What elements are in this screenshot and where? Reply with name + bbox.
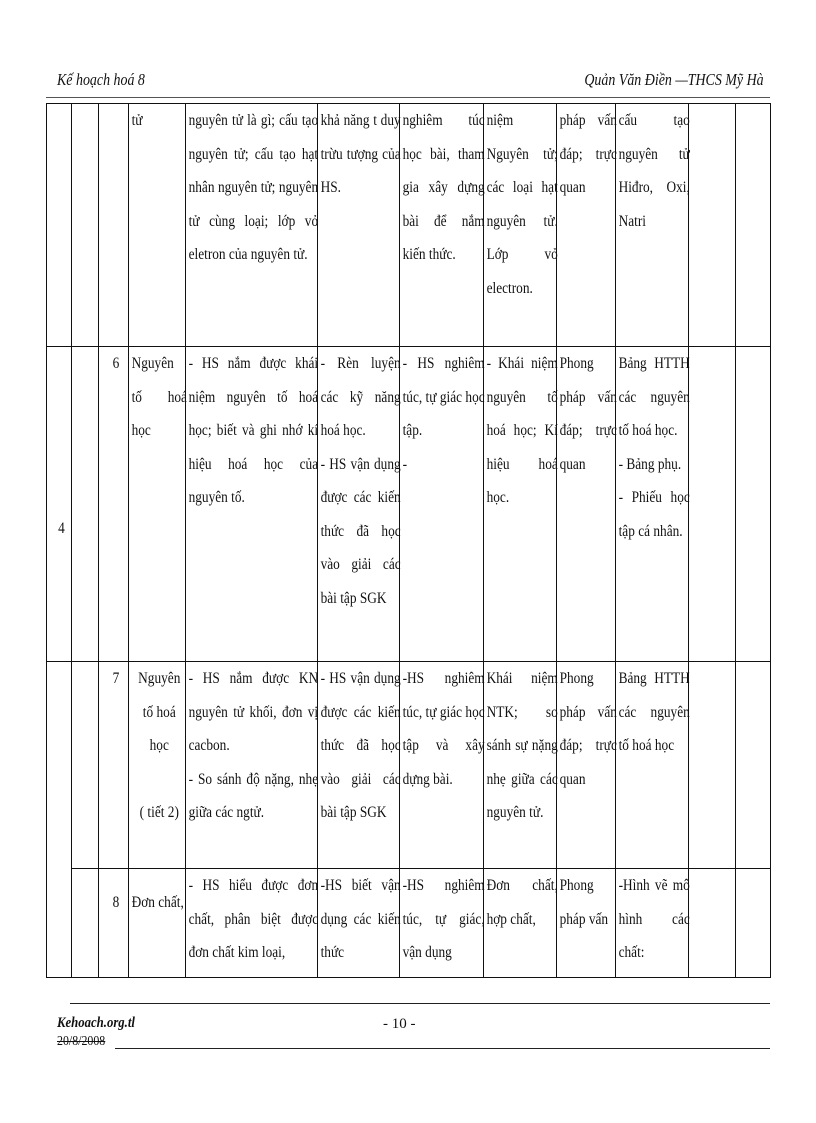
header-left-title: Kế hoạch hoá 8 <box>57 70 145 89</box>
lesson-number-cell <box>99 104 129 347</box>
lesson-plan-table <box>46 103 771 978</box>
extra-cell <box>736 347 771 662</box>
method-cell: Phong pháp vấn <box>557 869 616 978</box>
extra-cell <box>689 869 736 978</box>
materials-cell: Bảng HTTH các nguyên tố hoá học <box>616 662 689 869</box>
focus-cell: - Khái niệm nguyên tố hoá học; Kí hiệu hoá học. <box>484 347 557 662</box>
header-right-author: Quản Văn Điền —THCS Mỹ Hà <box>584 70 764 89</box>
extra-cell <box>736 869 771 978</box>
attitude-cell: nghiêm túc học bài, tham gia xây dựng bài để nắm kiến thức. <box>400 104 484 347</box>
page-number: - 10 - <box>383 1016 416 1032</box>
lesson-number-cell: 6 <box>99 347 129 662</box>
extra-cell <box>689 662 736 869</box>
table-row <box>47 869 771 978</box>
knowledge-cell: nguyên tử là gì; cấu tạo nguyên tử; cấu tạo hạt nhân nguyên tử; nguyên tử cùng loại; lớp vỏ eletron của nguyên tử. <box>186 104 318 347</box>
lesson-title-cell: Đơn chất, <box>129 869 186 978</box>
extra-cell <box>689 347 736 662</box>
footer-site: Kehoach.org.tl <box>57 1015 135 1031</box>
materials-cell: cấu tạo nguyên tử Hiđro, Oxi, Natri <box>616 104 689 347</box>
attitude-cell: -HS nghiêm túc, tự giác, vận dụng <box>400 869 484 978</box>
lesson-number-cell: 7 <box>99 662 129 869</box>
lesson-title-cell: Nguyên tố hoá học ( tiết 2) <box>129 662 186 869</box>
blank-cell <box>72 347 99 662</box>
focus-cell: Đơn chất, hợp chất, <box>484 869 557 978</box>
footer-divider <box>115 1048 770 1049</box>
week-cell <box>47 104 72 347</box>
blank-cell <box>72 869 99 978</box>
method-cell: Phong pháp vấn đáp; trực quan <box>557 347 616 662</box>
lesson-title-cell: tử <box>129 104 186 347</box>
method-cell: Phong pháp vấn đáp; trực quan <box>557 662 616 869</box>
extra-cell <box>736 662 771 869</box>
lesson-title-cell: Nguyên tố hoá học <box>129 347 186 662</box>
focus-cell: niệm Nguyên tử; các loại hạt nguyên tử. Lớp vỏ electron. <box>484 104 557 347</box>
table-row <box>47 347 771 662</box>
attitude-cell: -HS nghiêm túc, tự giác học tập và xây dựng bài. <box>400 662 484 869</box>
method-cell: pháp vấn đáp; trực quan <box>557 104 616 347</box>
knowledge-cell: - HS nắm được KN nguyên tử khối, đơn vị cacbon. - So sánh độ nặng, nhẹ giữa các ngtử. <box>186 662 318 869</box>
footer-date: 20/8/2008 <box>57 1034 106 1049</box>
week-cell: 4 <box>47 662 72 978</box>
table-row <box>47 104 771 347</box>
knowledge-cell: - HS hiểu được đơn chất, phân biệt được đơn chất kim loại, <box>186 869 318 978</box>
materials-cell: Bảng HTTH các nguyên tố hoá học. - Bảng phụ. - Phiếu học tập cá nhân. <box>616 347 689 662</box>
skills-cell: - HS vận dụng được các kiến thức đã học vào giải các bài tập SGK <box>318 662 400 869</box>
lesson-number-cell: 8 <box>99 869 129 978</box>
focus-cell: Khái niệm NTK; so sánh sự nặng nhẹ giữa các nguyên tử. <box>484 662 557 869</box>
footer-divider <box>70 1003 770 1004</box>
skills-cell: khả năng t duy trừu tượng của HS. <box>318 104 400 347</box>
header-divider <box>46 97 770 98</box>
blank-cell <box>72 104 99 347</box>
blank-cell <box>72 662 99 869</box>
table-row <box>47 662 771 869</box>
skills-cell: -HS biết vận dụng các kiến thức <box>318 869 400 978</box>
extra-cell <box>736 104 771 347</box>
materials-cell: -Hình vẽ mô hình các chất: <box>616 869 689 978</box>
skills-cell: - Rèn luyện các kỹ năng hoá học. - HS vận dụng được các kiến thức đã học vào giải các bài tập SGK <box>318 347 400 662</box>
week-cell <box>47 347 72 662</box>
extra-cell <box>689 104 736 347</box>
knowledge-cell: - HS nắm được khái niệm nguyên tố hoá học; biết và ghi nhớ kí hiệu hoá học của nguyên tố. <box>186 347 318 662</box>
attitude-cell: - HS nghiêm túc, tự giác học tập. - <box>400 347 484 662</box>
